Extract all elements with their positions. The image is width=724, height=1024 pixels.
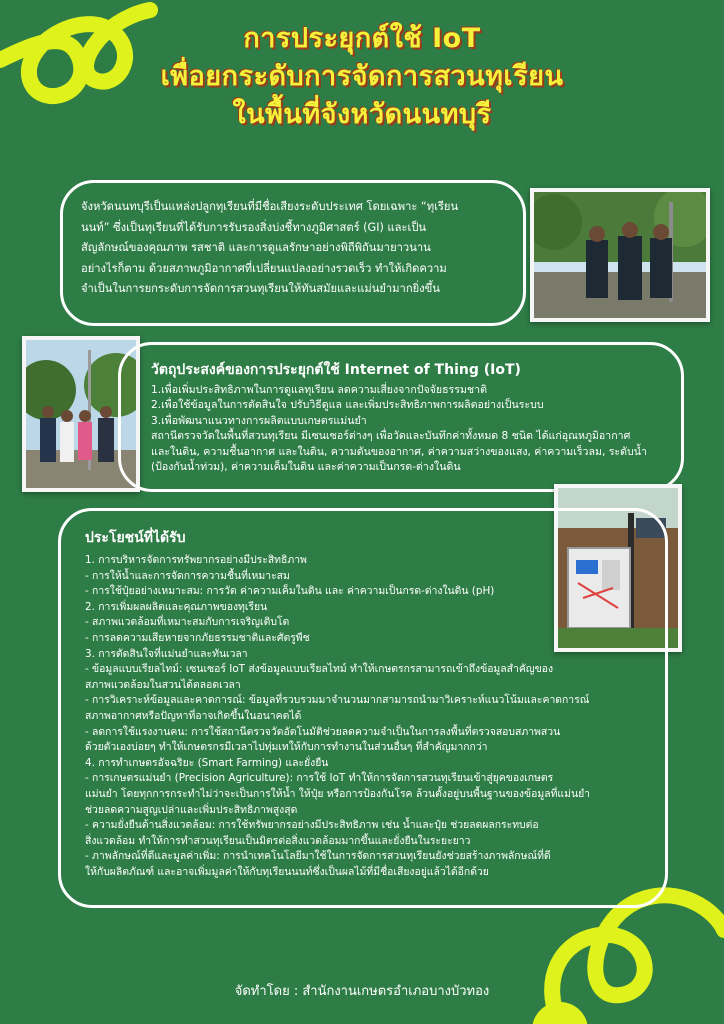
benefit-line: 3. การตัดสินใจที่แม่นยำและทันเวลา: [85, 647, 248, 660]
benefit-line: - ภาพลักษณ์ที่ดีและมูลค่าเพิ่ม: การนำเทคโนโลยีมาใช้ในการจัดการสวนทุเรียนยังช่วยสร้างภาพลักษณ์ที่ดี: [85, 850, 551, 863]
poster-title: [0, 20, 724, 134]
objectives-box: [118, 342, 684, 492]
objective-line: 1.เพื่อเพิ่มประสิทธิภาพในการดูแลทุเรียน ลดความเสี่ยงจากปัจจัยธรรมชาติ: [151, 384, 487, 396]
benefit-line: ด้วยตัวเองบ่อยๆ ทำให้เกษตรกรมีเวลาไปทุ่มเทให้กับการทำงานในส่วนอื่นๆ ที่สำคัญมากกว่า: [85, 741, 488, 754]
benefit-line: ช่วยลดความสูญเปล่าและเพิ่มประสิทธิภาพสูงสุด: [85, 803, 298, 816]
title-line-3: ในพื้นที่จังหวัดนนทบุรี: [232, 99, 492, 130]
benefit-line: 4. การทำเกษตรอัจฉริยะ (Smart Farming) และยั่งยืน: [85, 756, 329, 769]
objective-line: 3.เพื่อพัฒนาแนวทางการผลิตแบบเกษตรแม่นยำ: [151, 414, 367, 427]
title-line-2: เพื่อยกระดับการจัดการสวนทุเรียน: [160, 61, 564, 92]
benefit-line: - ลดการใช้แรงงานคน: การใช้สถานีตรวจวัดอัตโนมัติช่วยลดความจำเป็นในการลงพื้นที่ตรวจสอบสภาพสวน: [85, 725, 561, 738]
benefit-line: สภาพอากาศหรือปัญหาที่อาจเกิดขึ้นในอนาคตได้: [85, 709, 302, 722]
benefit-line: - การเกษตรแม่นยำ (Precision Agriculture): การใช้ IoT ทำให้การจัดการสวนทุเรียนเข้าสู่ยุคของเกษตร: [85, 772, 554, 785]
objective-line: (ป้องกันน้ำท่วม), ค่าความเค็มในดิน และค่าความเป็นกรด-ด่างในดิน: [151, 461, 461, 474]
intro-line: จังหวัดนนทบุรีเป็นแหล่งปลูกทุเรียนที่มีชื่อเสียงระดับประเทศ โดยเฉพาะ “ทุเรียน: [81, 200, 459, 213]
intro-box: [60, 180, 526, 326]
intro-line: จำเป็นในการยกระดับการจัดการสวนทุเรียนให้ทันสมัยและแม่นยำมากยิ่งขึ้น: [81, 282, 440, 295]
objective-line: สถานีตรวจวัดในพื้นที่สวนทุเรียน มีเซนเซอร์ต่างๆ เพื่อวัดและบันทึกค่าทั้งหมด 8 ชนิด ได้แก่อุณหภูมิอากาศ: [151, 430, 631, 443]
benefit-line: 1. การบริหารจัดการทรัพยากรอย่างมีประสิทธิภาพ: [85, 554, 307, 566]
benefit-line: - การใช้ปุ๋ยอย่างเหมาะสม: การวัด ค่าความเค็มในดิน และ ค่าความเป็นกรด-ด่างในดิน (pH): [85, 585, 495, 598]
benefit-line: - สภาพแวดล้อมที่เหมาะสมกับการเจริญเติบโต: [85, 616, 290, 629]
benefit-line: 2. การเพิ่มผลผลิตและคุณภาพของทุเรียน: [85, 600, 268, 613]
benefits-box: [58, 508, 668, 908]
intro-line: อย่างไรก็ตาม ด้วยสภาพภูมิอากาศที่เปลี่ยนแปลงอย่างรวดเร็ว ทำให้เกิดความ: [81, 261, 447, 275]
intro-line: สัญลักษณ์ของคุณภาพ รสชาติ และการดูแลรักษาอย่างพิถีพิถันมายาวนาน: [81, 241, 431, 254]
benefit-line: แม่นยำ โดยทุกการกระทำไม่ว่าจะเป็นการให้น้ำ ให้ปุ๋ย หรือการป้องกันโรค ล้วนตั้งอยู่บนพื้นฐานของข้อมูลที่แม่นยำ: [85, 787, 590, 800]
objective-line: และในดิน, ความชื้นอากาศ และในดิน, ความดันของอากาศ, ค่าความสว่างของแสง, ค่าความเร็วลม, ระดับน้ำ: [151, 445, 647, 458]
benefits-heading: ประโยชน์ที่ได้รับ: [85, 530, 186, 546]
photo-farmers-top-right: [530, 188, 710, 322]
benefit-line: ให้กับผลิตภัณฑ์ และอาจเพิ่มมูลค่าให้กับทุเรียนนนท์ซึ่งเป็นผลไม้ที่มีชื่อเสียงอยู่แล้วได้อีกด้วย: [85, 865, 489, 878]
benefit-line: - การวิเคราะห์ข้อมูลและคาดการณ์: ข้อมูลที่รวบรวมมาจำนวนมากสามารถนำมาวิเคราะห์แนวโน้มและคาดการณ์: [85, 694, 590, 707]
benefit-line: สภาพแวดล้อมในสวนได้ตลอดเวลา: [85, 678, 241, 691]
benefit-line: - การให้น้ำและการจัดการความชื้นที่เหมาะสม: [85, 569, 290, 582]
benefit-line: สิ่งแวดล้อม ทำให้การทำสวนทุเรียนเป็นมิตรต่อสิ่งแวดล้อมมากขึ้นและยั่งยืนในระยะยาว: [85, 834, 471, 847]
objectives-heading: วัตถุประสงค์ของการประยุกต์ใช้ Internet of Thing (IoT): [151, 362, 521, 378]
intro-line: นนท์” ซึ่งเป็นทุเรียนที่ได้รับการรับรองสิ่งบ่งชี้ทางภูมิศาสตร์ (GI) และเป็น: [81, 220, 427, 234]
objective-line: 2.เพื่อใช้ข้อมูลในการตัดสินใจ ปรับวิธีดูแล และเพิ่มประสิทธิภาพการผลิตอย่างเป็นระบบ: [151, 399, 544, 412]
benefit-line: - ข้อมูลแบบเรียลไทม์: เซนเซอร์ IoT ส่งข้อมูลแบบเรียลไทม์ ทำให้เกษตรกรสามารถเข้าถึงข้อมูลสำคัญของ: [85, 663, 554, 676]
title-line-1: การประยุกต์ใช้ IoT: [243, 23, 481, 54]
benefit-line: - ความยั่งยืนด้านสิ่งแวดล้อม: การใช้ทรัพยากรอย่างมีประสิทธิภาพ เช่น น้ำและปุ๋ย ช่วยลดผลกระทบต่อ: [85, 819, 539, 832]
footer-credit: จัดทำโดย : สำนักงานเกษตรอำเภอบางบัวทอง: [234, 984, 490, 999]
benefit-line: - การลดความเสียหายจากภัยธรรมชาติและศัตรูพืช: [85, 631, 310, 644]
